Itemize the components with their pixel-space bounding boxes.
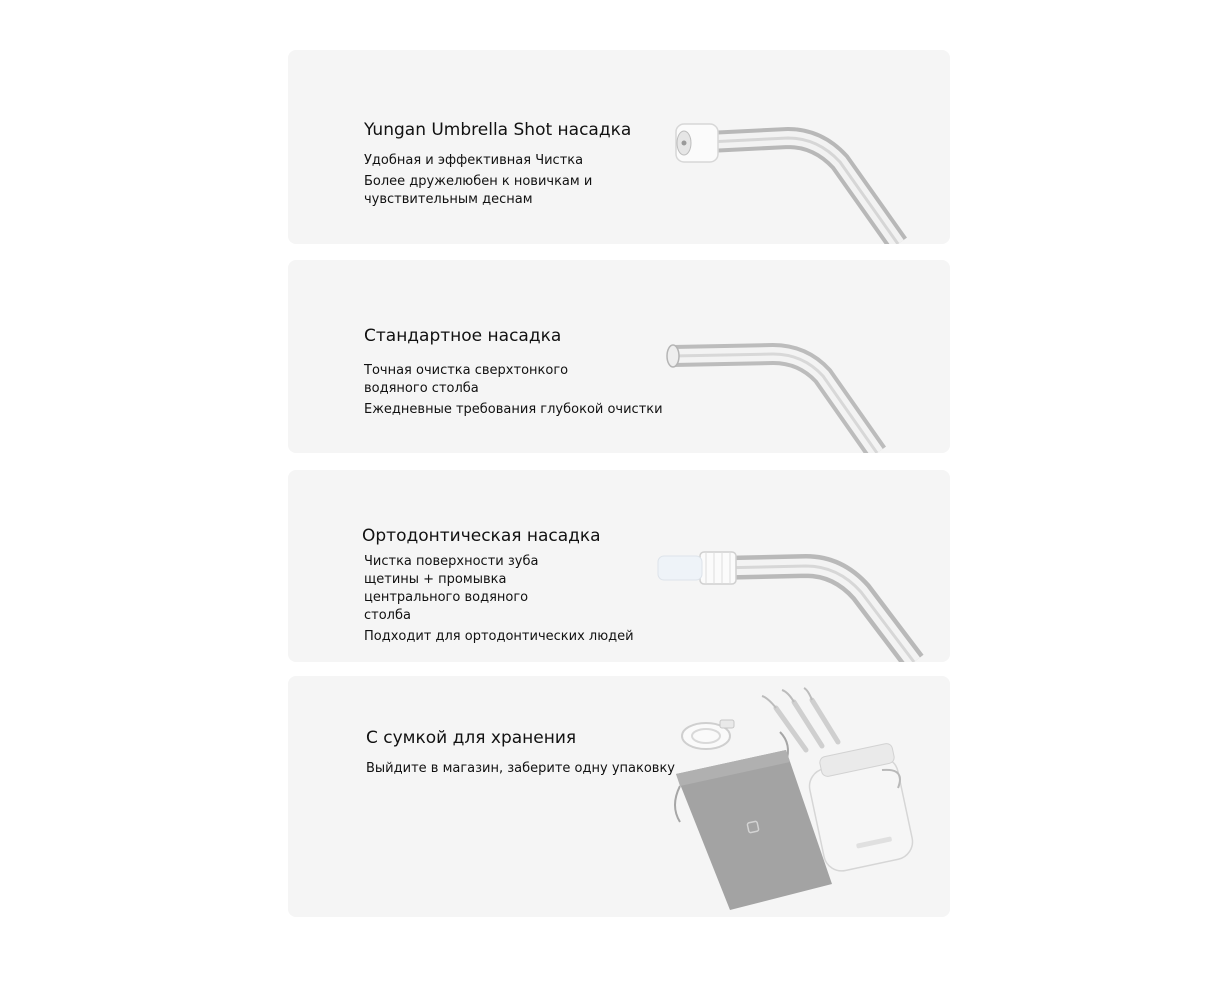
orthodontic-nozzle-image [656,540,950,662]
card-title: Ортодонтическая насадка [362,526,601,546]
nozzle-card-standard [288,260,950,453]
nozzles-icon [762,688,838,750]
card-line: Более дружелюбен к новичкам и чувствительным деснам [364,174,593,207]
umbrella-nozzle-image [668,110,950,244]
nozzle-card-orthodontic [288,470,950,662]
standard-nozzle-image [663,330,950,453]
card-description [364,553,664,646]
storage-bag-card [288,676,950,917]
card-title: С сумкой для хранения [366,728,577,748]
card-line: Точная очистка сверхтонкого водяного столба [364,363,569,396]
card-line: Выйдите в магазин, заберите одну упаковку [366,761,675,776]
nozzle-card-umbrella [288,50,950,244]
storage-bag-icon [675,732,832,910]
usb-cable-icon [682,720,734,749]
card-line: Удобная и эффективная Чистка [364,153,584,168]
card-description [364,362,664,419]
water-flosser-icon [806,743,916,875]
package-contents-image [666,684,950,917]
card-description [364,152,709,209]
card-line: Ежедневные требования глубокой очистки [364,402,663,417]
card-title: Стандартное насадка [364,326,562,346]
card-title: Yungan Umbrella Shot насадка [364,120,632,140]
card-line: Подходит для ортодонтических людей [364,629,634,644]
card-description [366,760,676,778]
card-line: Чистка поверхности зуба щетины + промывка центрального водяного столба [364,554,539,623]
